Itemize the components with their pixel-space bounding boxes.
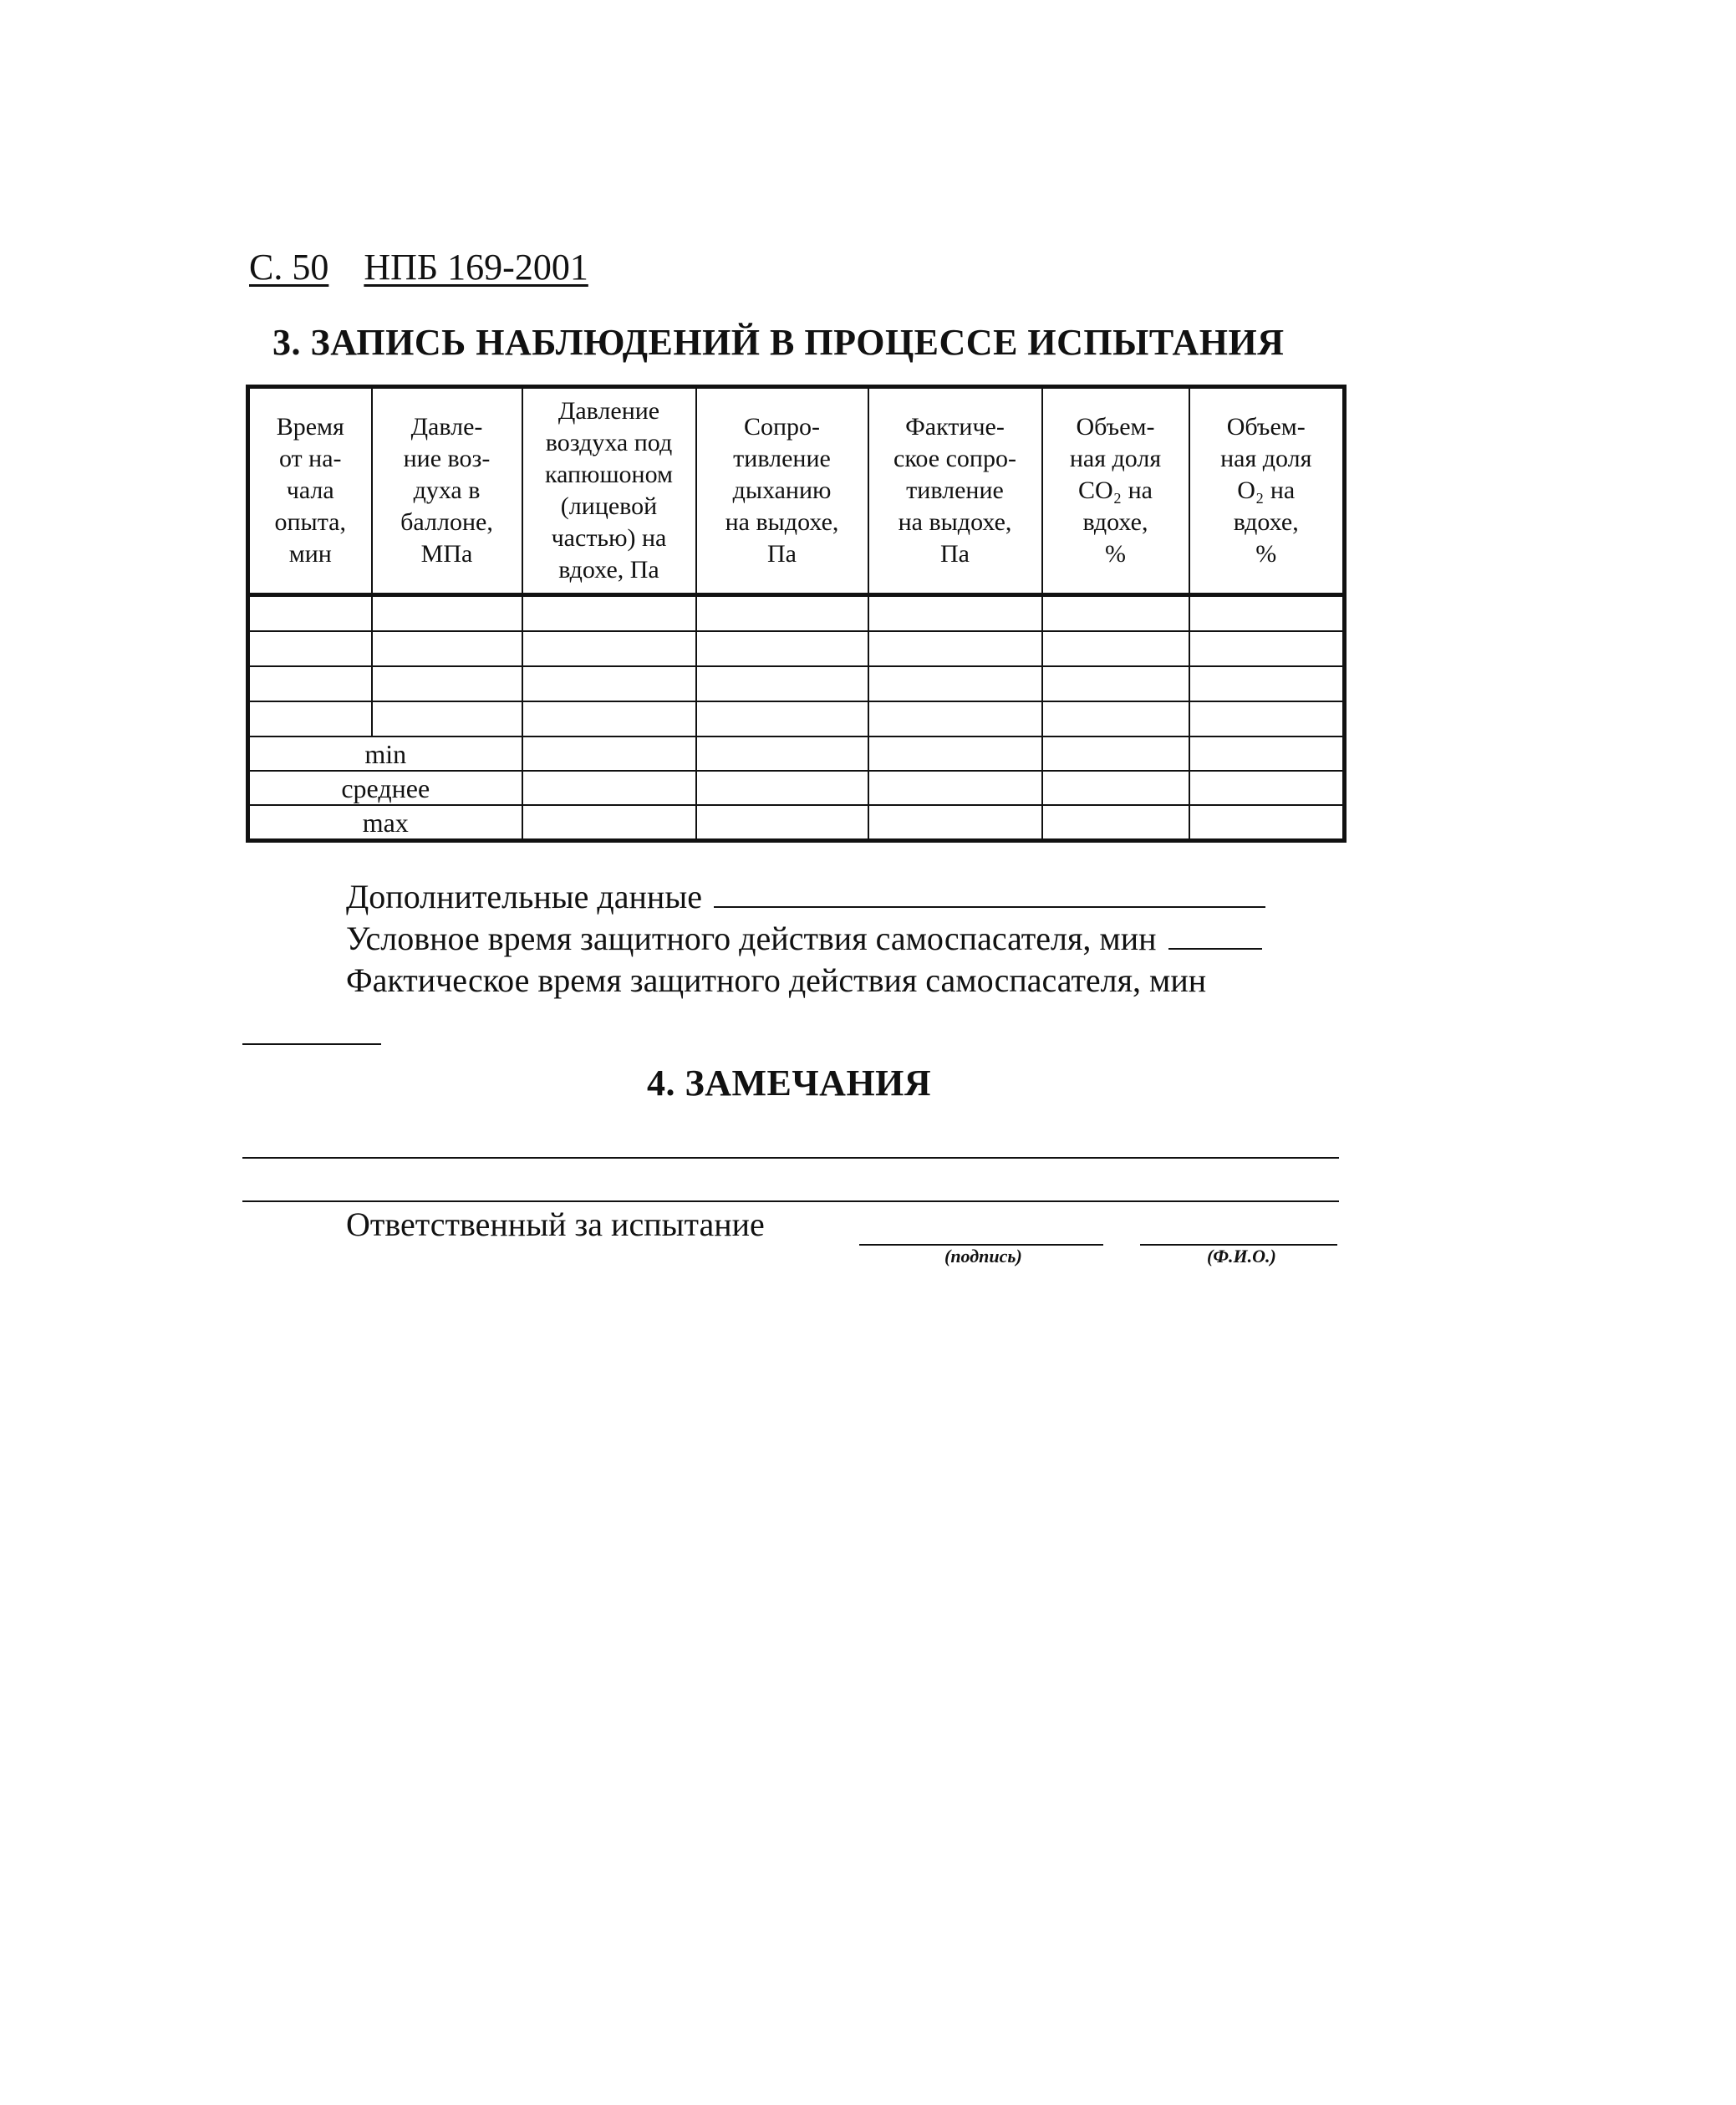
table-cell[interactable]	[522, 805, 696, 841]
section-3-title: 3. ЗАПИСЬ НАБЛЮДЕНИЙ В ПРОЦЕССЕ ИСПЫТАНИЯ	[272, 322, 1285, 363]
table-cell[interactable]	[1189, 736, 1345, 771]
column-header-line: Па	[767, 540, 797, 568]
table-cell[interactable]	[1042, 631, 1189, 666]
column-header-line: вдохе, Па	[558, 556, 659, 584]
column-header	[1189, 387, 1345, 595]
column-header-line: мин	[288, 540, 332, 568]
remarks-line[interactable]	[242, 1157, 1339, 1159]
section-4-title: 4. ЗАМЕЧАНИЯ	[647, 1063, 932, 1103]
table-cell[interactable]	[1042, 701, 1189, 736]
name-caption: (Ф.И.О.)	[1207, 1246, 1276, 1267]
table-cell[interactable]	[696, 805, 868, 841]
table-cell[interactable]	[868, 771, 1042, 805]
summary-row-min	[248, 736, 1345, 771]
column-header-line: ная доля	[1069, 445, 1162, 472]
table-cell[interactable]	[696, 631, 868, 666]
conditional-time-field	[346, 918, 1262, 960]
page-number: С. 50	[249, 247, 329, 288]
table-cell[interactable]	[1042, 666, 1189, 701]
table-cell[interactable]	[248, 666, 372, 701]
extra-data-blank[interactable]	[714, 881, 1265, 908]
table-cell[interactable]	[1189, 701, 1345, 736]
table-cell[interactable]	[372, 701, 522, 736]
table-cell[interactable]	[522, 631, 696, 666]
column-header-line: ние воз-	[403, 445, 491, 472]
column-header-line: опыта,	[274, 508, 346, 536]
column-header-line: дыханию	[732, 477, 832, 504]
observations-table	[246, 385, 1347, 843]
actual-time-field	[346, 960, 1206, 1002]
column-header-line: баллоне,	[400, 508, 493, 536]
remarks-line[interactable]	[242, 1200, 1339, 1202]
table-cell[interactable]	[1189, 666, 1345, 701]
table-cell[interactable]	[522, 736, 696, 771]
actual-time-label: Фактическое время защитного действия самоспасателя, мин	[346, 961, 1207, 999]
column-header	[868, 387, 1042, 595]
table-cell[interactable]	[372, 666, 522, 701]
column-header-line: Сопро-	[743, 413, 821, 441]
column-header-line: капюшоном	[544, 461, 674, 488]
column-header-line: на выдохе,	[725, 508, 839, 536]
column-header	[522, 387, 696, 595]
table-cell[interactable]	[868, 631, 1042, 666]
column-header-line: Давление	[557, 397, 660, 425]
table-cell[interactable]	[1189, 595, 1345, 632]
column-header-line: (лицевой	[560, 492, 658, 520]
table-cell[interactable]	[1189, 631, 1345, 666]
table-row	[248, 631, 1345, 666]
column-header-line: Объем-	[1076, 413, 1155, 441]
table-cell[interactable]	[522, 666, 696, 701]
summary-row-max	[248, 805, 1345, 841]
column-header-line: от на-	[278, 445, 342, 472]
summary-label-max: max	[248, 805, 522, 841]
table-cell[interactable]	[696, 771, 868, 805]
table-cell[interactable]	[1042, 595, 1189, 632]
column-header-line: МПа	[420, 540, 473, 568]
table-cell[interactable]	[1042, 736, 1189, 771]
column-header-line: Объем-	[1226, 413, 1306, 441]
table-cell[interactable]	[868, 595, 1042, 632]
table-cell[interactable]	[248, 701, 372, 736]
table-cell[interactable]	[696, 701, 868, 736]
page-header	[249, 242, 588, 293]
table-cell[interactable]	[696, 736, 868, 771]
column-header-line: воздуха под	[545, 429, 673, 456]
column-header-line: %	[1105, 540, 1126, 568]
document-code: НПБ 169-2001	[364, 247, 588, 288]
column-header-line: вдохе,	[1082, 508, 1148, 536]
table-cell[interactable]	[372, 595, 522, 632]
table-row	[248, 595, 1345, 632]
conditional-time-blank[interactable]	[1168, 923, 1262, 950]
table-cell[interactable]	[522, 771, 696, 805]
column-header	[1042, 387, 1189, 595]
column-header-line: духа в	[413, 477, 481, 504]
table-cell[interactable]	[1042, 805, 1189, 841]
column-header-line: %	[1255, 540, 1277, 568]
extra-data-field	[346, 876, 1265, 918]
summary-row-average	[248, 771, 1345, 805]
extra-data-label: Дополнительные данные	[346, 878, 702, 915]
table-cell[interactable]	[522, 595, 696, 632]
responsible-label: Ответственный за испытание	[346, 1205, 765, 1243]
signature-caption: (подпись)	[944, 1246, 1022, 1267]
table-row	[248, 666, 1345, 701]
column-header-line: тивление	[906, 477, 1004, 504]
summary-label-min: min	[248, 736, 522, 771]
table-row	[248, 701, 1345, 736]
actual-time-blank[interactable]	[242, 1043, 381, 1045]
conditional-time-label: Условное время защитного действия самоспасателя, мин	[346, 920, 1157, 957]
table-cell[interactable]	[868, 805, 1042, 841]
column-header-line: CO₂ на	[1077, 477, 1153, 504]
table-cell[interactable]	[522, 701, 696, 736]
column-header-line: чала	[286, 477, 334, 504]
table-header-row	[248, 387, 1345, 595]
table-cell[interactable]	[1189, 805, 1345, 841]
column-header	[696, 387, 868, 595]
column-header-line: Время	[276, 413, 344, 441]
column-header-line: O₂ на	[1237, 477, 1296, 504]
table-cell[interactable]	[868, 666, 1042, 701]
table-cell[interactable]	[696, 595, 868, 632]
column-header-line: частью) на	[551, 524, 667, 552]
column-header-line: на выдохе,	[898, 508, 1012, 536]
column-header	[372, 387, 522, 595]
table-cell[interactable]	[1042, 771, 1189, 805]
column-header-line: Па	[940, 540, 970, 568]
table-cell[interactable]	[1189, 771, 1345, 805]
table-cell[interactable]	[372, 631, 522, 666]
table-cell[interactable]	[696, 666, 868, 701]
column-header-line: тивление	[733, 445, 831, 472]
column-header-line: вдохе,	[1233, 508, 1299, 536]
summary-label-average: среднее	[248, 771, 522, 805]
column-header	[248, 387, 372, 595]
table-cell[interactable]	[868, 736, 1042, 771]
column-header-line: ское сопро-	[893, 445, 1016, 472]
table-cell[interactable]	[248, 631, 372, 666]
column-header-line: Давле-	[410, 413, 483, 441]
column-header-line: Фактиче-	[905, 413, 1005, 441]
column-header-line: ная доля	[1220, 445, 1312, 472]
table-cell[interactable]	[248, 595, 372, 632]
table-cell[interactable]	[868, 701, 1042, 736]
